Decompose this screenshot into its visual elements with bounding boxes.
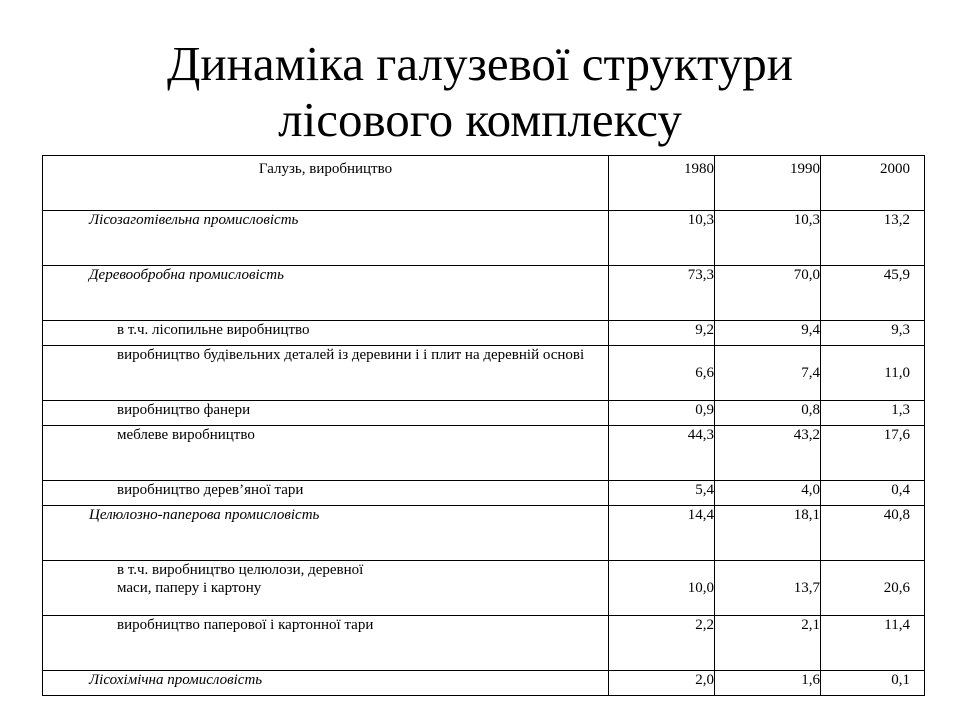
row-name: Деревообробна промисловість (43, 266, 609, 321)
row-name (43, 561, 609, 616)
table-header-row (43, 156, 925, 211)
row-name: в т.ч. лісопильне виробництво (43, 321, 609, 346)
slide-title (0, 36, 960, 148)
row-name-line-1: в т.ч. виробництво целюлози, деревної (117, 562, 364, 578)
value-2000: 13,2 (821, 211, 925, 266)
row-name: виробництво фанери (43, 401, 609, 426)
table-row (43, 211, 925, 266)
table-row (43, 561, 925, 616)
value-1980: 0,9 (609, 401, 715, 426)
row-name: виробництво будівельних деталей із деревини і і плит на деревній основі (43, 346, 609, 401)
value-2000: 1,3 (821, 401, 925, 426)
value-1990: 7,4 (715, 346, 821, 401)
row-name: Лісохімічна промисловість (43, 671, 609, 696)
value-1990: 2,1 (715, 616, 821, 671)
table-row (43, 481, 925, 506)
table-row (43, 506, 925, 561)
value-1990: 9,4 (715, 321, 821, 346)
value-1980: 6,6 (609, 346, 715, 401)
value-2000: 40,8 (821, 506, 925, 561)
value-2000: 11,0 (821, 346, 925, 401)
slide-title-line-2: лісового комплексу (278, 92, 682, 147)
value-1990: 70,0 (715, 266, 821, 321)
table-row (43, 266, 925, 321)
row-name: виробництво паперової і картонної тари (43, 616, 609, 671)
value-2000: 20,6 (821, 561, 925, 616)
header-branch: Галузь, виробництво (43, 156, 609, 211)
value-1980: 2,0 (609, 671, 715, 696)
value-1980: 44,3 (609, 426, 715, 481)
value-2000: 17,6 (821, 426, 925, 481)
table-row (43, 401, 925, 426)
table-row (43, 616, 925, 671)
value-1980: 5,4 (609, 481, 715, 506)
value-1990: 10,3 (715, 211, 821, 266)
value-1990: 43,2 (715, 426, 821, 481)
value-1990: 13,7 (715, 561, 821, 616)
structure-table (42, 155, 925, 696)
table-row (43, 321, 925, 346)
value-1990: 1,6 (715, 671, 821, 696)
value-1980: 9,2 (609, 321, 715, 346)
value-1980: 10,0 (609, 561, 715, 616)
row-name-line-2: маси, паперу і картону (117, 580, 262, 596)
table-row (43, 671, 925, 696)
value-1980: 10,3 (609, 211, 715, 266)
header-1990: 1990 (715, 156, 821, 211)
header-1980: 1980 (609, 156, 715, 211)
value-1990: 0,8 (715, 401, 821, 426)
value-2000: 45,9 (821, 266, 925, 321)
value-1980: 14,4 (609, 506, 715, 561)
value-1990: 4,0 (715, 481, 821, 506)
value-2000: 0,4 (821, 481, 925, 506)
value-1990: 18,1 (715, 506, 821, 561)
value-2000: 11,4 (821, 616, 925, 671)
row-name: меблеве виробництво (43, 426, 609, 481)
value-2000: 9,3 (821, 321, 925, 346)
table-row (43, 426, 925, 481)
header-2000: 2000 (821, 156, 925, 211)
row-name: Целюлозно-паперова промисловість (43, 506, 609, 561)
table-row (43, 346, 925, 401)
value-1980: 73,3 (609, 266, 715, 321)
row-name: Лісозаготівельна промисловість (43, 211, 609, 266)
value-1980: 2,2 (609, 616, 715, 671)
value-2000: 0,1 (821, 671, 925, 696)
slide-title-line-1: Динаміка галузевої структури (166, 36, 794, 91)
row-name: виробництво дерев’яної тари (43, 481, 609, 506)
